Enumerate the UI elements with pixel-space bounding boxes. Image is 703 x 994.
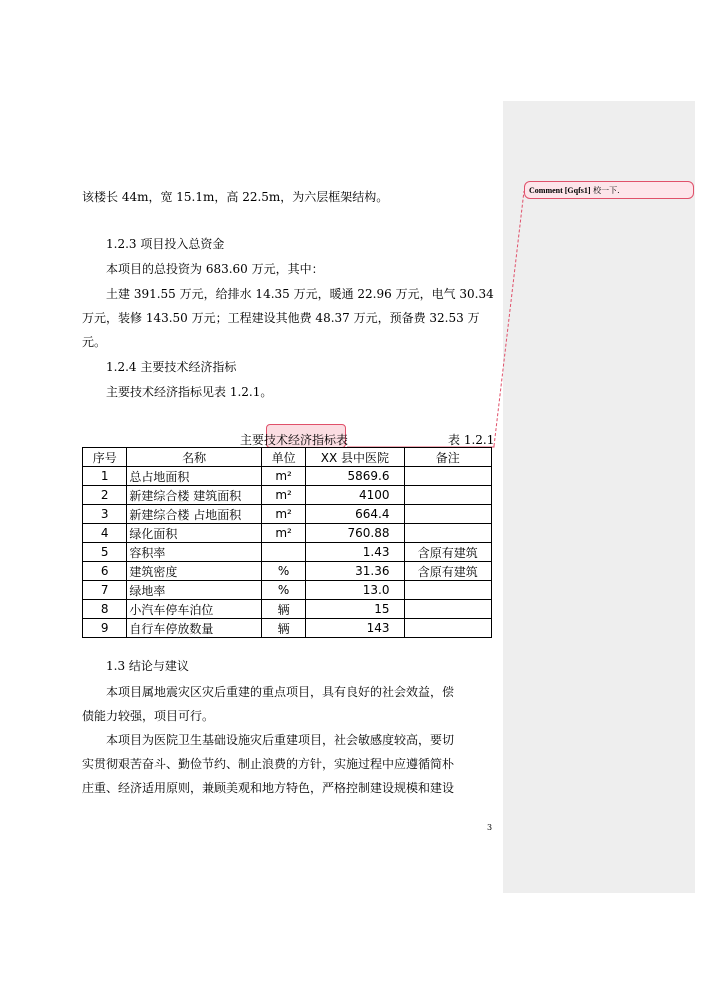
row-no: 8 — [83, 600, 127, 619]
row-unit: 辆 — [261, 619, 306, 638]
row-value: 13.0 — [306, 581, 404, 600]
row-note — [404, 619, 492, 638]
row-value: 4100 — [306, 486, 404, 505]
row-no: 1 — [83, 467, 127, 486]
header-note: 备注 — [404, 448, 492, 467]
comment-margin-panel — [503, 101, 695, 893]
paragraph-conclusion2-line1: 本项目为医院卫生基础设施灾后重建项目，社会敏感度较高，要切 — [106, 733, 455, 747]
row-name: 新建综合楼 占地面积 — [127, 505, 261, 524]
table-number: 表 1.2.1 — [448, 433, 495, 447]
paragraph-invest-line3: 元。 — [82, 335, 107, 349]
paragraph-conclusion1-line1: 本项目属地震灾区灾后重建的重点项目，具有良好的社会效益，偿 — [106, 685, 455, 699]
row-value: 5869.6 — [306, 467, 404, 486]
table-row — [83, 524, 492, 543]
comment-balloon[interactable] — [524, 181, 694, 199]
comment-author: Comment [Gqfs1] — [529, 186, 591, 195]
row-unit: % — [261, 581, 306, 600]
page-number: 3 — [487, 823, 493, 832]
table-row — [83, 562, 492, 581]
header-name: 名称 — [127, 448, 261, 467]
row-value: 760.88 — [306, 524, 404, 543]
row-value: 664.4 — [306, 505, 404, 524]
row-value: 31.36 — [306, 562, 404, 581]
row-no: 4 — [83, 524, 127, 543]
table-row — [83, 486, 492, 505]
row-no: 2 — [83, 486, 127, 505]
row-note — [404, 600, 492, 619]
row-value: 1.43 — [306, 543, 404, 562]
row-value: 143 — [306, 619, 404, 638]
table-row — [83, 467, 492, 486]
heading-1-2-4: 1.2.4 主要技术经济指标 — [106, 360, 237, 374]
paragraph-invest-line2: 万元，装修 143.50 万元；工程建设其他费 48.37 万元，预备费 32.53 万 — [82, 311, 480, 325]
row-unit: m² — [261, 524, 306, 543]
row-note — [404, 505, 492, 524]
table-row — [83, 543, 492, 562]
row-name: 总占地面积 — [127, 467, 261, 486]
paragraph-conclusion2-line2: 实贯彻艰苦奋斗、勤俭节约、制止浪费的方针，实施过程中应遵循简朴 — [82, 757, 455, 771]
row-name: 小汽车停车泊位 — [127, 600, 261, 619]
paragraph-conclusion1-line2: 债能力较强，项目可行。 — [82, 709, 215, 723]
paragraph-invest-line1: 土建 391.55 万元，给排水 14.35 万元，暖通 22.96 万元，电气 30.34 — [106, 287, 494, 301]
heading-1-2-3: 1.2.3 项目投入总资金 — [106, 237, 225, 251]
row-note — [404, 467, 492, 486]
row-no: 5 — [83, 543, 127, 562]
row-no: 7 — [83, 581, 127, 600]
table-row — [83, 581, 492, 600]
row-note — [404, 486, 492, 505]
paragraph-building: 该楼长 44m，宽 15.1m，高 22.5m，为六层框架结构。 — [82, 190, 389, 204]
row-no: 9 — [83, 619, 127, 638]
row-name: 绿地率 — [127, 581, 261, 600]
comment-text: 校一下. — [593, 186, 620, 195]
row-unit: % — [261, 562, 306, 581]
header-value: XX 县中医院 — [306, 448, 404, 467]
row-name: 自行车停放数量 — [127, 619, 261, 638]
row-name: 绿化面积 — [127, 524, 261, 543]
tech-econ-table — [82, 447, 492, 638]
row-no: 3 — [83, 505, 127, 524]
row-unit — [261, 543, 306, 562]
row-note: 含原有建筑 — [404, 562, 492, 581]
row-name: 建筑密度 — [127, 562, 261, 581]
row-unit: m² — [261, 486, 306, 505]
table-title: 主要技术经济指标表 — [240, 433, 349, 447]
row-name: 容积率 — [127, 543, 261, 562]
row-no: 6 — [83, 562, 127, 581]
table-row — [83, 600, 492, 619]
row-unit: m² — [261, 505, 306, 524]
heading-1-3: 1.3 结论与建议 — [106, 659, 189, 673]
paragraph-invest-total: 本项目的总投资为 683.60 万元，其中： — [106, 262, 324, 276]
table-header-row — [83, 448, 492, 467]
paragraph-conclusion2-line3: 庄重、经济适用原则，兼顾美观和地方特色，严格控制建设规模和建设 — [82, 781, 455, 795]
row-value: 15 — [306, 600, 404, 619]
row-name: 新建综合楼 建筑面积 — [127, 486, 261, 505]
row-note — [404, 581, 492, 600]
paragraph-indicator-ref: 主要技术经济指标见表 1.2.1。 — [106, 385, 273, 399]
row-unit: 辆 — [261, 600, 306, 619]
row-note — [404, 524, 492, 543]
header-no: 序号 — [83, 448, 127, 467]
table-row — [83, 505, 492, 524]
header-unit: 单位 — [261, 448, 306, 467]
row-unit: m² — [261, 467, 306, 486]
row-note: 含原有建筑 — [404, 543, 492, 562]
table-row — [83, 619, 492, 638]
